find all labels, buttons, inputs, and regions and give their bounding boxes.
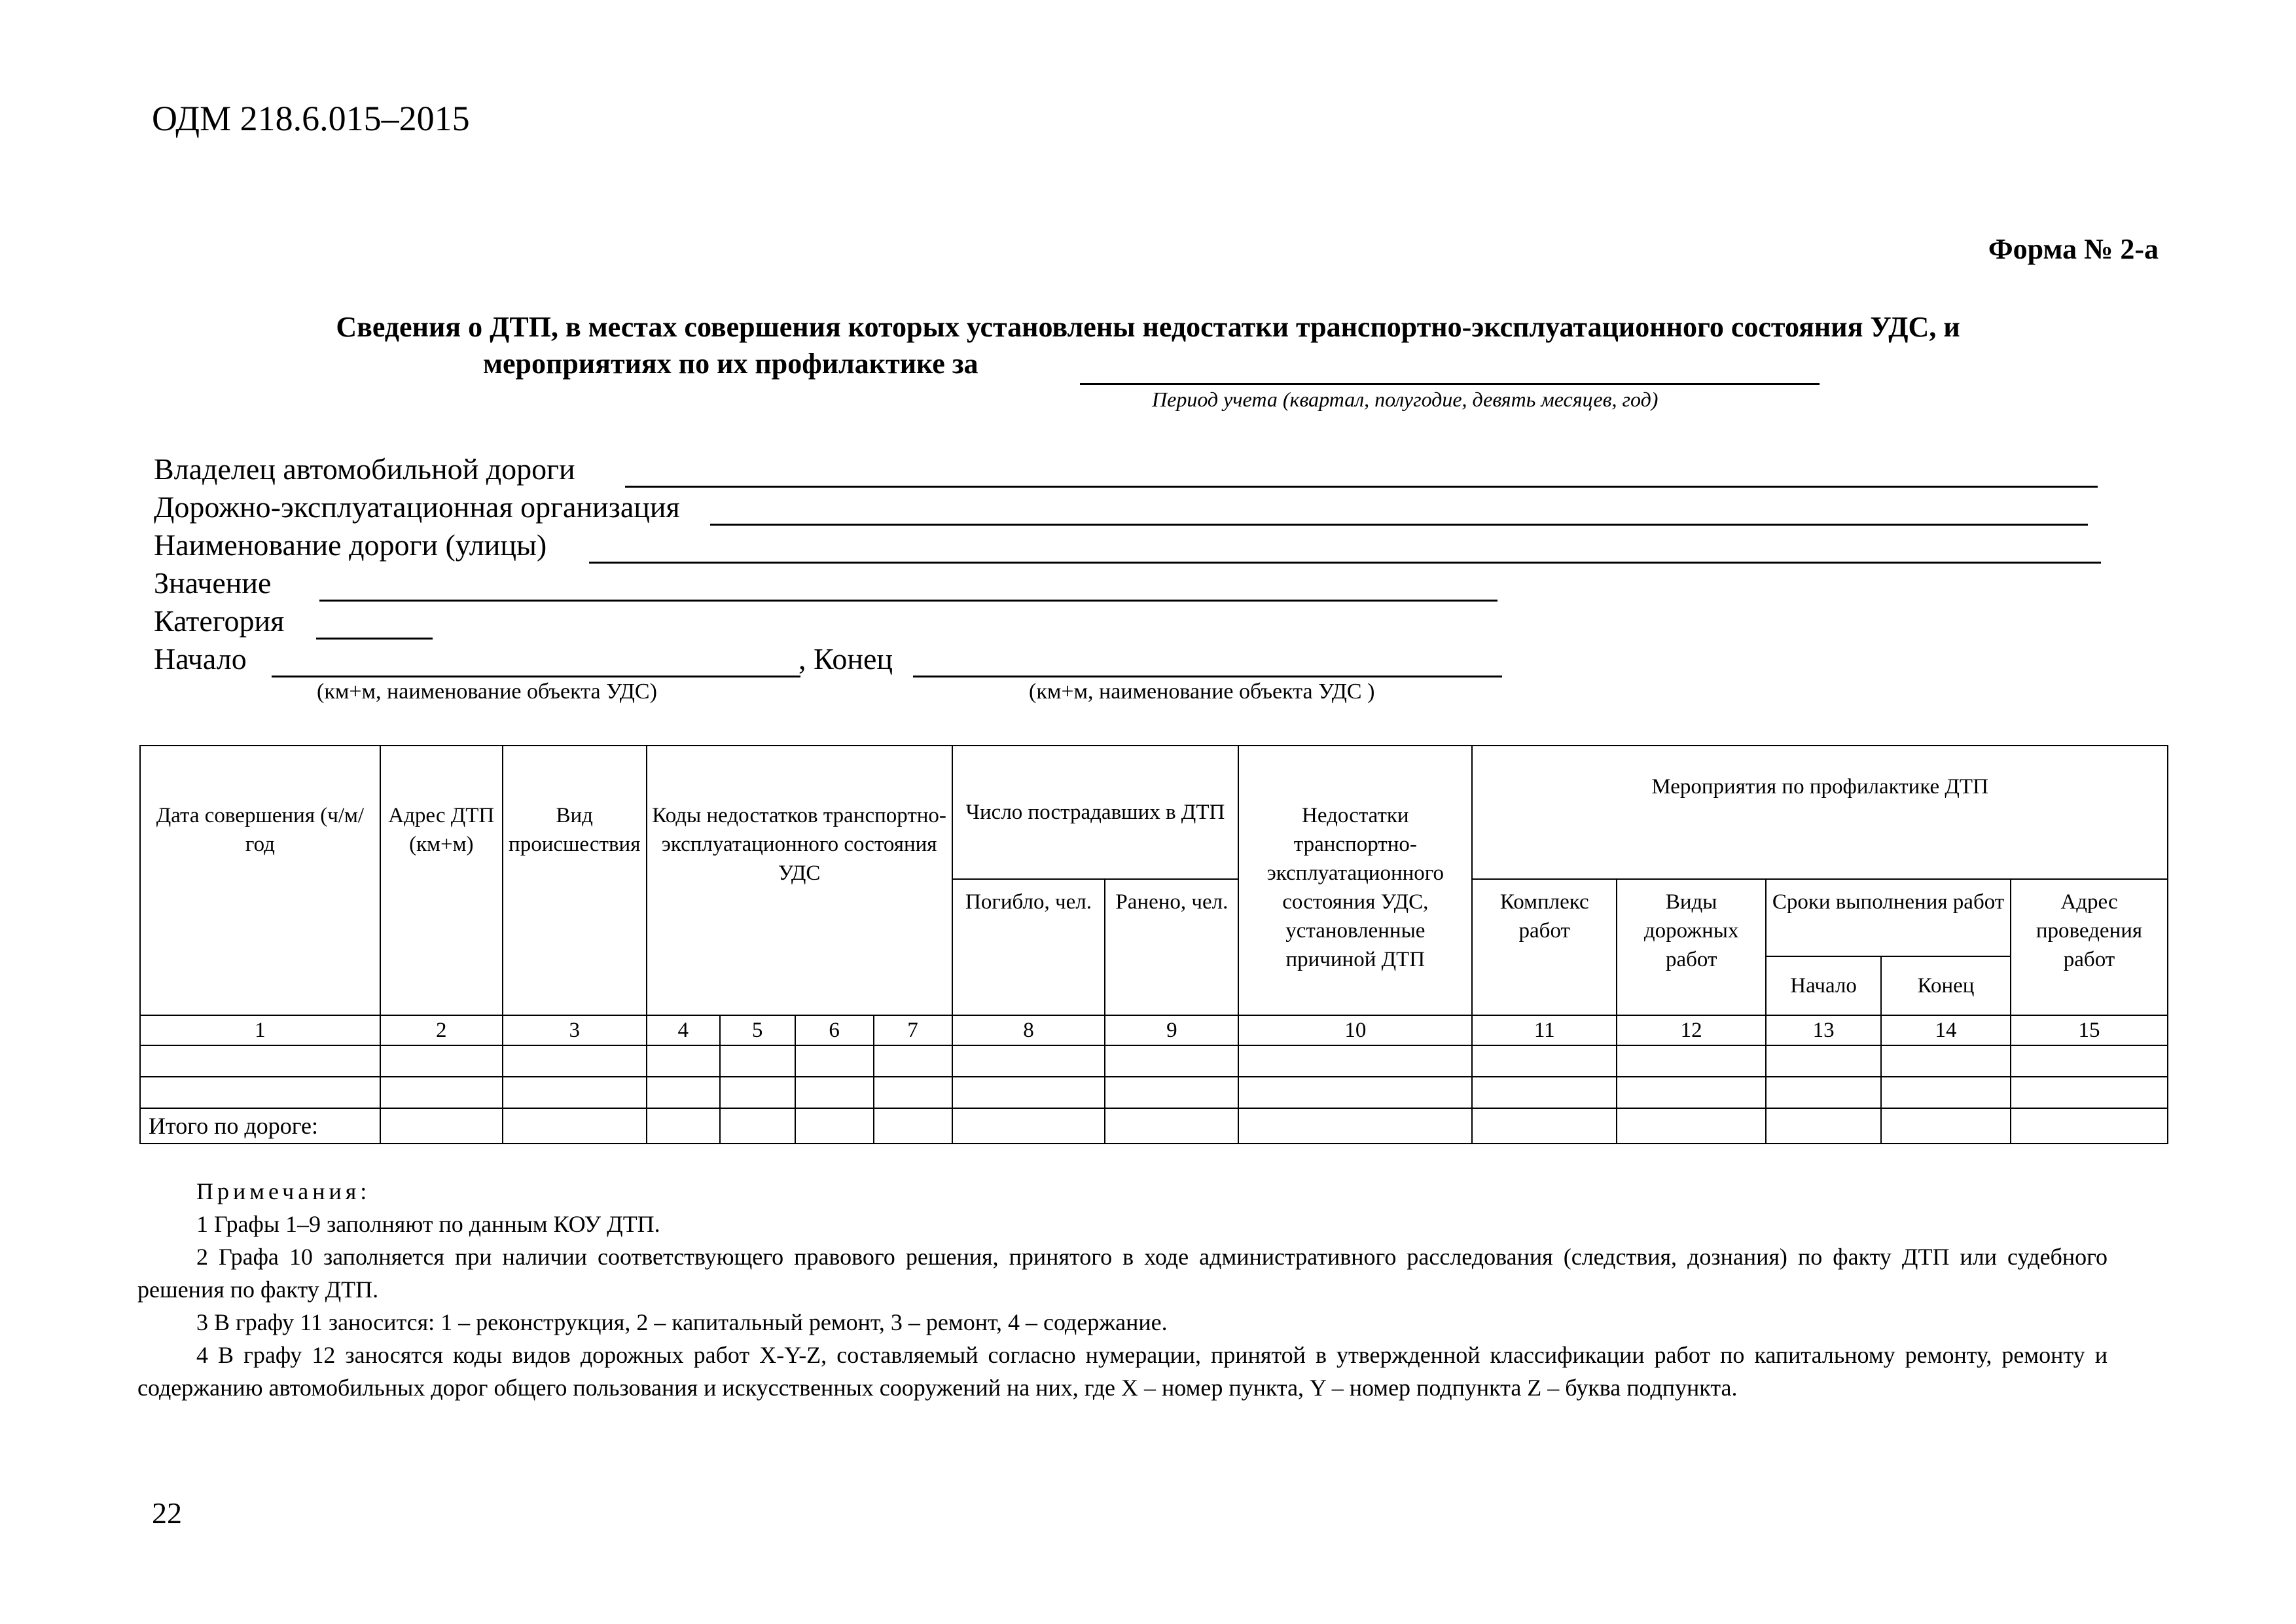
page-number: 22 [152, 1496, 182, 1530]
form-title-line2: мероприятиях по их профилактике за [483, 348, 978, 380]
end-field[interactable] [913, 676, 1502, 677]
table-cell[interactable] [1766, 1045, 1881, 1077]
table-cell[interactable] [1472, 1077, 1617, 1108]
note-4: 4 В графу 12 заносятся коды видов дорожных работ X-Y-Z, составляемый согласно нумерации, принятой в утвержденной классификации работ по капитальному ремонту, ремонту и содержанию автомобильных дорог общего пользования и искусственных сооружений на них, где X – номер пункта, Y – номер подпункта Z – буква подпункта. [137, 1342, 2108, 1401]
road-name-field[interactable] [589, 562, 2101, 564]
col-number: 1 [140, 1015, 380, 1045]
col-number: 3 [503, 1015, 647, 1045]
table-cell[interactable] [1238, 1108, 1472, 1144]
category-label: Категория [154, 604, 285, 638]
table-cell[interactable] [795, 1108, 874, 1144]
table-cell[interactable] [1105, 1077, 1238, 1108]
document-code: ОДМ 218.6.015–2015 [152, 99, 470, 138]
note-1: 1 Графы 1–9 заполняют по данным КОУ ДТП. [196, 1211, 660, 1237]
table-cell[interactable] [140, 1077, 380, 1108]
table-cell[interactable] [1881, 1108, 2011, 1144]
header-injured: Ранено, чел. [1105, 879, 1238, 1015]
table-cell[interactable] [380, 1077, 503, 1108]
period-caption: Период учета (квартал, полугодие, девять месяцев, год) [1152, 388, 1659, 411]
table-cell[interactable] [503, 1045, 647, 1077]
table-cell[interactable] [1881, 1045, 2011, 1077]
table-cell[interactable] [1617, 1077, 1766, 1108]
table-cell[interactable] [2011, 1045, 2168, 1077]
table-cell[interactable] [952, 1045, 1105, 1077]
table-cell[interactable] [874, 1077, 952, 1108]
table-cell[interactable] [1617, 1108, 1766, 1144]
table-cell[interactable] [2011, 1077, 2168, 1108]
period-blank-line[interactable] [1080, 383, 1820, 385]
col-number: 5 [720, 1015, 795, 1045]
header-begin: Начало [1766, 956, 1881, 1015]
header-date: Дата совершения (ч/м/год [140, 746, 380, 1015]
end-caption: (км+м, наименование объекта УДС ) [1029, 679, 1375, 704]
table-cell[interactable] [380, 1108, 503, 1144]
table-cell[interactable] [503, 1077, 647, 1108]
table-cell[interactable] [1617, 1045, 1766, 1077]
significance-label: Значение [154, 566, 272, 600]
header-codes: Коды недостатков транспортно-эксплуатационного состояния УДС [647, 746, 952, 1015]
table-cell[interactable] [1105, 1108, 1238, 1144]
notes [137, 1175, 2166, 1404]
category-field[interactable] [316, 638, 433, 640]
header-terms: Сроки выполнения работ [1766, 879, 2011, 956]
table-cell[interactable] [874, 1045, 952, 1077]
table-cell[interactable] [952, 1108, 1105, 1144]
table-cell[interactable] [1238, 1077, 1472, 1108]
col-number: 8 [952, 1015, 1105, 1045]
table-cell[interactable] [720, 1108, 795, 1144]
start-label: Начало [154, 642, 247, 676]
start-caption: (км+м, наименование объекта УДС) [317, 679, 657, 704]
table-cell[interactable] [952, 1077, 1105, 1108]
col-number: 7 [874, 1015, 952, 1045]
table-cell[interactable] [1105, 1045, 1238, 1077]
col-number: 13 [1766, 1015, 1881, 1045]
col-number: 4 [647, 1015, 720, 1045]
table-cell[interactable] [140, 1045, 380, 1077]
table-cell[interactable] [380, 1045, 503, 1077]
accidents-table [139, 745, 2168, 1144]
table-cell[interactable] [647, 1077, 720, 1108]
header-victims: Число пострадавших в ДТП [952, 746, 1239, 879]
table-cell[interactable] [1238, 1045, 1472, 1077]
header-kinds: Виды дорожных работ [1617, 879, 1766, 1015]
table-cell[interactable] [1472, 1045, 1617, 1077]
header-finish: Конец [1881, 956, 2011, 1015]
table-cell[interactable] [1881, 1077, 2011, 1108]
org-label: Дорожно-эксплуатационная организация [154, 490, 680, 524]
col-number: 10 [1238, 1015, 1472, 1045]
significance-field[interactable] [319, 600, 1498, 602]
col-number: 9 [1105, 1015, 1238, 1045]
header-type: Вид происшествия [503, 746, 647, 1015]
end-label: , Конец [798, 642, 893, 676]
total-row [140, 1108, 2168, 1144]
table-cell[interactable] [720, 1077, 795, 1108]
table-cell[interactable] [874, 1108, 952, 1144]
note-2: 2 Графа 10 заполняется при наличии соответствующего правового решения, принятого в ходе административного расследования (следствия, дознания) по факту ДТП или судебного решения по факту ДТП. [137, 1244, 2108, 1303]
notes-heading: Примечания: [196, 1178, 371, 1204]
table-cell[interactable] [2011, 1108, 2168, 1144]
table-row [140, 1045, 2168, 1077]
col-number: 11 [1472, 1015, 1617, 1045]
table-cell[interactable] [720, 1045, 795, 1077]
header-place: Адрес проведения работ [2011, 879, 2168, 1015]
table-cell[interactable] [1472, 1108, 1617, 1144]
table-cell[interactable] [795, 1077, 874, 1108]
col-number: 15 [2011, 1015, 2168, 1045]
table-cell[interactable] [795, 1045, 874, 1077]
header-defects: Недостатки транспортно-эксплуатационного состояния УДС, установленные причиной ДТП [1238, 746, 1472, 1015]
col-number: 2 [380, 1015, 503, 1045]
owner-label: Владелец автомобильной дороги [154, 452, 575, 486]
start-field[interactable] [272, 676, 800, 677]
table-cell[interactable] [1766, 1077, 1881, 1108]
header-measures: Мероприятия по профилактике ДТП [1472, 746, 2168, 879]
road-name-label: Наименование дороги (улицы) [154, 528, 547, 562]
col-number: 14 [1881, 1015, 2011, 1045]
col-number: 6 [795, 1015, 874, 1045]
total-label: Итого по дороге: [140, 1108, 380, 1144]
form-title-line1: Сведения о ДТП, в местах совершения которых установлены недостатки транспортно-эксплуатационного состояния УДС, и [336, 311, 1960, 343]
table-cell[interactable] [647, 1045, 720, 1077]
note-3: 3 В графу 11 заносится: 1 – реконструкция, 2 – капитальный ремонт, 3 – ремонт, 4 – содержание. [196, 1309, 1168, 1335]
table-cell[interactable] [1766, 1108, 1881, 1144]
col-number: 12 [1617, 1015, 1766, 1045]
table-cell[interactable] [503, 1108, 647, 1144]
table-cell[interactable] [647, 1108, 720, 1144]
header-killed: Погибло, чел. [952, 879, 1105, 1015]
table-row [140, 1077, 2168, 1108]
header-complex: Комплекс работ [1472, 879, 1617, 1015]
column-numbers-row [140, 1015, 2168, 1045]
org-field[interactable] [710, 524, 2088, 526]
header-address: Адрес ДТП (км+м) [380, 746, 503, 1015]
owner-field[interactable] [625, 486, 2098, 488]
form-number: Форма № 2-а [1988, 233, 2159, 265]
